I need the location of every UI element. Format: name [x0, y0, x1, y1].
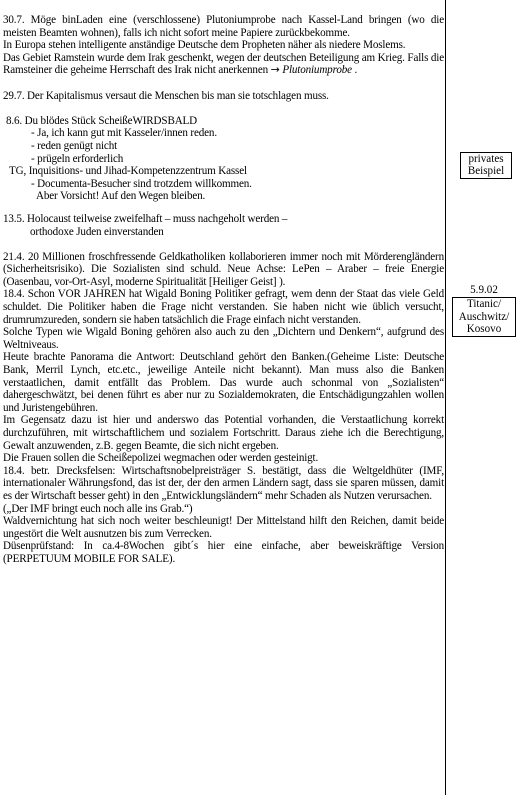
- margin-divider-line: [445, 0, 446, 795]
- entry-8-6-item: - reden genügt nicht: [31, 139, 118, 152]
- entry-30-7-paragraph-3: [3, 52, 444, 77]
- entry-8-6-subheading: TG, Inquisitions- und Jihad-Kompetenzzentrum Kassel: [9, 165, 247, 178]
- entry-18-4-b-paragraph-3: Waldvernichtung hat sich noch weiter beschleunigt! Der Mittelstand hilft den Reichen, damit beide ungestört die Welt ausnutzen bis zum Verrecken.: [3, 515, 444, 540]
- entry-18-4-paragraph-2: Solche Typen wie Wigald Boning gehören also auch zu den „Dichtern und Denkern“, aufgrund des Weltniveaus.: [3, 326, 444, 351]
- right-arrow-icon: →: [270, 63, 280, 77]
- entry-30-7-paragraph-2: In Europa stehen intelligente anständige Deutsche dem Propheten näher als niedere Moslems.: [3, 39, 406, 52]
- entry-18-4-b-paragraph-2: („Der IMF bringt euch noch alle ins Grab.“): [3, 502, 193, 515]
- entry-18-4-paragraph-4: Im Gegensatz dazu ist hier und anderswo das Potential vorhanden, die Verstaatlichung korrekt durchzuführen, mit wirtschaftlichem und sozialem Fortschritt. Daraus ziehe ich die Berechtigung, Gewalt anzuwenden, z.B. gegen Beamte, die sich nicht ergeben.: [3, 414, 444, 452]
- entry-8-6-item: - Ja, ich kann gut mit Kasseler/innen reden.: [31, 127, 217, 140]
- entry-8-6-sub-item: - Documenta-Besucher sind trotzdem willkommen.: [31, 177, 252, 190]
- entry-30-7-end: .: [354, 64, 358, 77]
- entry-18-4-paragraph-5: Die Frauen sollen die Scheißepolizei wegmachen oder werden gesteinigt.: [3, 452, 319, 465]
- margin-note-privates-beispiel: privates Beispiel: [460, 152, 512, 179]
- entry-18-4-b-paragraph-4: Düsenprüfstand: In ca.4-8Wochen gibt´s hier eine einfache, aber beweiskräftige Version (PERPETUUM MOBILE FOR SALE).: [3, 540, 444, 565]
- margin-note-line: Kosovo: [466, 323, 502, 336]
- entry-8-6-sub-item: Aber Vorsicht! Auf den Wegen bleiben.: [36, 190, 206, 203]
- entry-18-4-paragraph-3: Heute brachte Panorama die Antwort: Deutschland gehört den Banken.(Geheime Liste: Deutsche Bank, Merril Lynch, etc.etc., jeweilige Anteile nicht bekannt). Man muss also die Banken verstaatlichen, damit entfällt das Problem. Das wurde auch schonmal von „Sozialisten“ dahergeschwätzt, bei denen führt es aber nur zu Sozialdemokraten, die Entschädigungzahlen wollen und Juristengebühren.: [3, 351, 444, 414]
- entry-13-5-line-1: 13.5. Holocaust teilweise zweifelhaft – muss nachgeholt werden –: [3, 212, 288, 225]
- entry-30-7-paragraph-1: 30.7. Möge binLaden eine (verschlossene) Plutoniumprobe nach Kassel-Land bringen (wo die meisten Beamten wohnen), falls ich nicht sofort meine Papiere zurückbekomme.: [3, 14, 444, 39]
- margin-note-line: Auschwitz/: [458, 310, 510, 323]
- margin-date: 5.9.02: [470, 284, 498, 296]
- margin-note-line: Titanic/: [466, 298, 502, 311]
- entry-13-5-line-2: orthodoxe Juden einverstanden: [30, 225, 164, 238]
- main-text-column: [3, 14, 444, 566]
- entry-18-4-paragraph-1: 18.4. Schon VOR JAHREN hat Wigald Boning Politiker gefragt, wem denn der Staat das viele Geld schuldet. Die Politiker haben die Frage nicht verstanden. Sie haben nicht wie üblich versucht, drumrumzureden, sondern sie haben tatsächlich die Frage einfach nicht verstanden.: [3, 288, 444, 326]
- entry-8-6-heading: 8.6. Du blödes Stück ScheißeWIRDSBALD: [6, 114, 198, 127]
- entry-8-6-item: - prügeln erforderlich: [31, 152, 124, 165]
- entry-29-7: 29.7. Der Kapitalismus versaut die Menschen bis man sie totschlagen muss.: [3, 89, 329, 102]
- entry-18-4-b-paragraph-1: 18.4. betr. Drecksfelsen: Wirtschaftsnobelpreisträger S. bestätigt, dass die Weltgeldhüter (IMF, internationaler Währungsfond, das ist der, der den armen Ländern sagt, dass sie sparen müssen, damit es der Wirtschaft besser geht) in den „Entwicklungsländern“ mehr Schaden als Nutzen verursachen.: [3, 464, 444, 502]
- entry-21-4: 21.4. 20 Millionen froschfressende Geldkatholiken kollaborieren immer noch mit Mörderengländern (Sicherheitsrisiko). Die Sozialisten sind schuld. Neue Achse: LePen – Araber – freie Energie (Oasenbau, vor-Ort-Asyl, moderne Spiritualität [Heiliger Geist] ).: [3, 250, 444, 288]
- margin-note-box: [452, 297, 516, 336]
- entry-30-7-paragraph-3-text: Das Gebiet Ramstein wurde dem Irak geschenkt, wegen der deutschen Beteiligung am Krieg. Falls die Ramsteiner die geheime Herrschaft des Irak nicht anerkennen: [3, 51, 444, 77]
- margin-note-block: [452, 284, 516, 337]
- arrow-target-text: Plutoniumprobe: [282, 64, 352, 77]
